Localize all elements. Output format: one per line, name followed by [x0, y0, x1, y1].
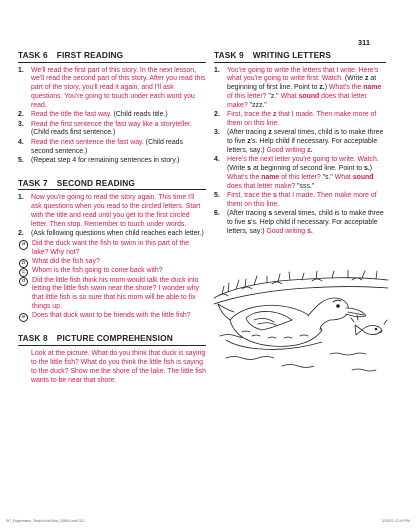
task6-step-3: 3. Read the first sentence the fast way like a storyteller. (Child reads first sentence.) — [18, 120, 192, 137]
task7-step-2: 2. (Ask following questions when child reaches each letter.) a Did the duck want the fish to swim in this part of the lake? Why not? b What did the fish say? c Whom is the fish going to come back with? d Did the little fish think his mom would talk the duck into letting the little fish swim near the shore? I wonder why that little fish is so sure that his mom will be able to fix things up. e Does that duck want to be friends with the little fish? — [18, 230, 206, 321]
task9-number: TASK 9 — [214, 50, 244, 60]
task9-heading — [214, 50, 386, 63]
task9-title: WRITING LETTERS — [252, 50, 332, 60]
task9-steps — [214, 67, 386, 238]
task7-question-list — [18, 240, 206, 321]
task9-step-3: 3. (After tracing z several times, child is to make three to five z's. Help child if necessary. For acceptable letters, say:) Good writing z. — [214, 129, 384, 155]
circled-letter: c — [19, 268, 28, 277]
task6-step-5: 5. (Repeat step 4 for remaining sentences in story.) — [18, 156, 180, 164]
circled-letter: a — [19, 240, 28, 249]
task7-number: TASK 7 — [18, 177, 48, 188]
question-item: e Does that duck want to be friends with the little fish? — [18, 312, 206, 321]
task7-step-1: 1. Now you're going to read the story again. This time I'll ask questions when you read to the circled letters. Start with the title and read until you get to the first circled letter. Then stop. Remember to touch under words. — [18, 194, 201, 228]
footer-timestamp: 3/15/22 12:49 PM — [381, 519, 410, 523]
question-item: b What did the fish say? — [18, 258, 206, 267]
left-column — [18, 50, 206, 385]
print-footer — [6, 519, 410, 523]
circled-letter: d — [19, 277, 28, 286]
task6-steps — [18, 67, 206, 166]
task6-step-4: 4. Read the next sentence the fast way. (Child reads second sentence.) — [18, 138, 183, 155]
task7-title: SECOND READING — [56, 177, 135, 188]
task7-steps — [18, 194, 206, 321]
page-number: 311 — [357, 38, 370, 47]
duck-and-fish-illustration — [212, 258, 390, 374]
task9-step-6: 6. (After tracing s several times, child is to make three to five s's. Help child if necessary. For acceptable letters, say:) Good writing s. — [214, 210, 384, 236]
footer-file-info: SP_Engelmann_TeachYourChild_20654.indd 311 — [6, 519, 85, 523]
task6-title: FIRST READING — [56, 50, 124, 60]
task9-step-5: 5. First, trace the s that I made. Then make more of them on this line. — [214, 192, 377, 209]
task8-title: PICTURE COMPREHENSION — [56, 333, 173, 344]
task8-number: TASK 8 — [18, 333, 48, 344]
task6-step-1: 1. We'll read the first part of this story. In the next lesson, we'll read the second part of this story. After you read this part of the story, you'll read it again, and I'll ask questions. You're going to touch under each word you read. — [18, 66, 206, 110]
task7-heading — [18, 178, 206, 191]
task6-number: TASK 6 — [18, 50, 48, 60]
question-item: c Whom is the fish going to come back with? — [18, 267, 206, 276]
task9-step-4: 4. Here's the next letter you're going to write. Watch. (Write s at beginning of second line. Point to s.) What's the name of this letter? "s." What sound does that letter make? "sss." — [214, 156, 379, 191]
task9-step-2: 2. First, trace the z that I made. Then make more of them on this line. — [214, 111, 377, 128]
right-column — [214, 50, 386, 249]
task8-heading — [18, 333, 206, 346]
task9-step-1: 1. You're going to write the letters that I write. Here's what you're going to write first. Watch. (Write z at beginning of first line. Point to z.) What's the name of this letter? "z." What sound does that letter make? "zzz." — [214, 66, 382, 110]
task8-text: Look at the picture. What do you think that duck is saying to the little fish? What do you think the little fish is saying to the duck? Show me the shore of the lake. The little fish wants to be near that shore. — [31, 349, 206, 384]
task6-heading — [18, 50, 206, 63]
task6-step-2: 2. Read the title the fast way. (Child reads title.) — [18, 111, 168, 119]
question-item: d Did the little fish think his mom would talk the duck into letting the little fish swim near the shore? I wonder why that little fish is so sure that his mom will be able to fix things up. — [18, 277, 206, 313]
circled-letter: b — [19, 259, 28, 268]
circled-letter: e — [19, 313, 28, 322]
question-item: a Did the duck want the fish to swim in this part of the lake? Why not? — [18, 240, 206, 258]
